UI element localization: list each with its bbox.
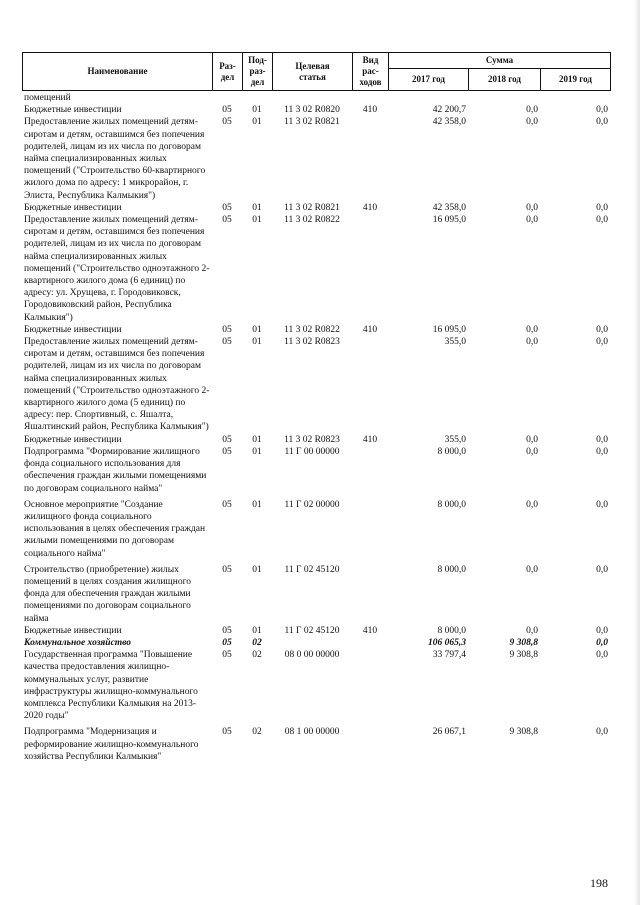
cell-2019: 0,0 <box>596 117 608 128</box>
cell-2018 <box>468 92 540 104</box>
cell-razdel: 05 <box>222 337 232 348</box>
cell-podrazdel: 01 <box>252 446 262 457</box>
cell-razdel: 05 <box>222 324 232 335</box>
cell-2018: 9 308,8 <box>509 650 538 661</box>
cell-2019 <box>540 92 610 104</box>
cell-razdel: 05 <box>222 650 232 661</box>
cell-2018: 0,0 <box>526 446 538 457</box>
table-row <box>22 637 610 649</box>
cell-name: Бюджетные инвестиции <box>24 202 122 213</box>
cell-vid: 410 <box>362 434 378 445</box>
col-header-sum: Сумма <box>389 53 611 69</box>
table-body <box>22 92 610 763</box>
table-row <box>22 722 610 763</box>
cell-2017: 8 000,0 <box>437 625 466 636</box>
cell-target: 11 Г 02 45120 <box>284 564 340 575</box>
cell-2019: 0,0 <box>596 637 608 648</box>
cell-name: Бюджетные инвестиции <box>24 625 122 636</box>
col-header-2019: 2019 год <box>541 69 611 91</box>
cell-razdel: 05 <box>222 117 232 128</box>
table-row <box>22 434 610 446</box>
cell-name: Предоставление жилых помещений детям-сиротам и детям, оставшимся без попечения родителей, лицам из их числа по договорам найма специализированных жилых помещений ("Строительство одноэтажного 2-квартирного жилого дома (6 единиц) по адресу: ул. Хрущева, г. Городовиковск, Городовиковский район, Республика Калмыкия") <box>24 215 210 323</box>
cell-podrazdel: 01 <box>252 564 262 575</box>
cell-2017: 33 797,4 <box>432 650 466 661</box>
cell-target: 11 3 02 R0821 <box>284 117 340 128</box>
cell-name: Предоставление жилых помещений детям-сиротам и детям, оставшимся без попечения родителей, лицам из их числа по договорам найма специализированных жилых помещений ("Строительство одноэтажного 2-квартирного жилого дома (5 единиц) по адресу: пер. Спортивный, с. Яшалта, Яшалтинский район, Республика Калмыкия") <box>24 337 210 433</box>
col-header-razdel: Раз- дел <box>213 53 243 91</box>
cell-2018: 0,0 <box>526 324 538 335</box>
cell-podrazdel: 01 <box>252 202 262 213</box>
cell-2019: 0,0 <box>596 499 608 510</box>
cell-2017: 8 000,0 <box>437 446 466 457</box>
cell-razdel: 05 <box>222 215 232 226</box>
table-row <box>22 202 610 214</box>
cell-razdel: 05 <box>222 105 232 116</box>
cell-vid <box>352 560 388 625</box>
cell-2017: 355,0 <box>444 337 466 348</box>
cell-name: Строительство (приобретение) жилых помещений в целях создания жилищного фонда для обеспечения граждан жилыми помещениями по договорам социального найма <box>24 564 191 624</box>
table-row <box>22 446 610 495</box>
cell-2019: 0,0 <box>596 446 608 457</box>
cell-podrazdel: 01 <box>252 625 262 636</box>
table-row <box>22 560 610 625</box>
cell-2017: 26 067,1 <box>432 727 466 738</box>
cell-vid: 410 <box>362 202 378 213</box>
cell-2018: 0,0 <box>526 117 538 128</box>
cell-name: Предоставление жилых помещений детям-сиротам и детям, оставшимся без попечения родителей, лицам из их числа по договорам найма специализированных жилых помещений ("Строительство 60-квартирного жилого дома по адресу: 1 микрорайон, г. Элиста, Республика Калмыкия") <box>24 117 206 201</box>
cell-2018: 0,0 <box>526 499 538 510</box>
page-number: 198 <box>590 876 608 890</box>
cell-name: Бюджетные инвестиции <box>24 105 122 116</box>
cell-2018: 0,0 <box>526 105 538 116</box>
cell-2017: 16 095,0 <box>432 215 466 226</box>
cell-target <box>272 92 352 104</box>
cell-vid: 410 <box>362 324 378 335</box>
cell-name: Подпрограмма "Формирование жилищного фонда социального использования для обеспечения граждан жилыми помещениями по договорам социального найма" <box>24 446 207 494</box>
cell-2018: 0,0 <box>526 202 538 213</box>
table-row <box>22 104 610 116</box>
col-header-vid: Вид рас- ходов <box>353 53 389 91</box>
cell-2017: 42 358,0 <box>432 117 466 128</box>
cell-name: Подпрограмма "Модернизация и реформирование жилищно-коммунального хозяйства Республики Калмыкия" <box>24 727 199 762</box>
cell-vid <box>352 116 388 201</box>
cell-vid <box>352 446 388 495</box>
cell-2018: 0,0 <box>526 434 538 445</box>
cell-name: Основное мероприятие "Создание жилищного фонда социального использования в целях обеспечения граждан жилыми помещениями по договорам социального найма" <box>24 499 206 559</box>
cell-2019: 0,0 <box>596 625 608 636</box>
table-row <box>22 324 610 336</box>
col-header-podrazdel: Под- раз- дел <box>243 53 273 91</box>
cell-razdel: 05 <box>222 727 232 738</box>
cell-2017: 42 200,7 <box>432 105 466 116</box>
cell-razdel: 05 <box>222 446 232 457</box>
cell-2017: 355,0 <box>444 434 466 445</box>
cell-name: Коммунальное хозяйство <box>24 637 132 648</box>
table-row <box>22 649 610 722</box>
cell-podrazdel: 02 <box>252 637 262 648</box>
cell-2017 <box>388 92 468 104</box>
cell-2019: 0,0 <box>596 105 608 116</box>
cell-2017: 42 358,0 <box>432 202 466 213</box>
cell-vid <box>352 637 388 649</box>
cell-razdel <box>212 92 242 104</box>
cell-target: 08 1 00 00000 <box>284 727 340 738</box>
cell-podrazdel: 01 <box>252 324 262 335</box>
cell-podrazdel <box>242 92 272 104</box>
cell-2017: 16 095,0 <box>432 324 466 335</box>
cell-name: Бюджетные инвестиции <box>24 324 122 335</box>
cell-vid <box>352 214 388 324</box>
page-edge <box>634 0 640 905</box>
cell-podrazdel: 01 <box>252 117 262 128</box>
cell-vid <box>352 336 388 434</box>
cell-razdel: 05 <box>222 637 232 648</box>
cell-2019: 0,0 <box>596 434 608 445</box>
table-row <box>22 495 610 560</box>
table-header <box>22 52 611 91</box>
cell-2018: 0,0 <box>526 337 538 348</box>
cell-vid <box>352 649 388 722</box>
col-header-target: Целевая статья <box>273 53 353 91</box>
cell-2019: 0,0 <box>596 727 608 738</box>
cell-2019: 0,0 <box>596 215 608 226</box>
cell-vid: 410 <box>362 625 378 636</box>
cell-vid <box>352 92 388 104</box>
cell-target: 11 3 02 R0823 <box>284 337 340 348</box>
cell-podrazdel: 01 <box>252 499 262 510</box>
cell-2017: 8 000,0 <box>437 499 466 510</box>
cell-name: Государственная программа "Повышение качества предоставления жилищно-коммунальных услуг, развитие инфраструктуры жилищно-коммунального комплекса Республики Калмыкия на 2013-2020 годы" <box>24 650 198 722</box>
col-header-name: Наименование <box>23 53 213 91</box>
cell-target: 11 3 02 R0822 <box>284 215 340 226</box>
cell-2018: 0,0 <box>526 215 538 226</box>
cell-2019: 0,0 <box>596 202 608 213</box>
cell-2019: 0,0 <box>596 564 608 575</box>
cell-2018: 0,0 <box>526 625 538 636</box>
cell-2018: 0,0 <box>526 564 538 575</box>
cell-razdel: 05 <box>222 202 232 213</box>
cell-target: 11 Г 00 00000 <box>284 446 340 457</box>
table-row <box>22 336 610 434</box>
cell-target: 11 3 02 R0820 <box>284 105 340 116</box>
cell-razdel: 05 <box>222 564 232 575</box>
cell-podrazdel: 01 <box>252 434 262 445</box>
cell-razdel: 05 <box>222 434 232 445</box>
table-row <box>22 92 610 104</box>
cell-razdel: 05 <box>222 625 232 636</box>
cell-vid <box>352 722 388 763</box>
cell-vid <box>352 495 388 560</box>
cell-vid: 410 <box>362 105 378 116</box>
budget-table <box>22 92 610 763</box>
cell-2017: 8 000,0 <box>437 564 466 575</box>
table-row <box>22 116 610 201</box>
cell-podrazdel: 02 <box>252 650 262 661</box>
cell-target: 11 Г 02 00000 <box>284 499 340 510</box>
cell-razdel: 05 <box>222 499 232 510</box>
cell-target: 11 3 02 R0823 <box>284 434 340 445</box>
cell-podrazdel: 01 <box>252 215 262 226</box>
cell-2017: 106 065,3 <box>428 637 466 648</box>
col-header-2018: 2018 год <box>469 69 541 91</box>
table-row <box>22 214 610 324</box>
cell-target <box>272 637 352 649</box>
cell-podrazdel: 02 <box>252 727 262 738</box>
table-row <box>22 625 610 637</box>
cell-2019: 0,0 <box>596 324 608 335</box>
cell-2019: 0,0 <box>596 337 608 348</box>
cell-target: 11 3 02 R0821 <box>284 202 340 213</box>
cell-name: Бюджетные инвестиции <box>24 434 122 445</box>
cell-2018: 9 308,8 <box>509 637 538 648</box>
cell-2018: 9 308,8 <box>509 727 538 738</box>
cell-target: 11 3 02 R0822 <box>284 324 340 335</box>
cell-2019: 0,0 <box>596 650 608 661</box>
col-header-2017: 2017 год <box>389 69 469 91</box>
cell-target: 11 Г 02 45120 <box>284 625 340 636</box>
cell-podrazdel: 01 <box>252 105 262 116</box>
cell-podrazdel: 01 <box>252 337 262 348</box>
cell-target: 08 0 00 00000 <box>284 650 340 661</box>
cell-name: помещений <box>24 93 71 103</box>
